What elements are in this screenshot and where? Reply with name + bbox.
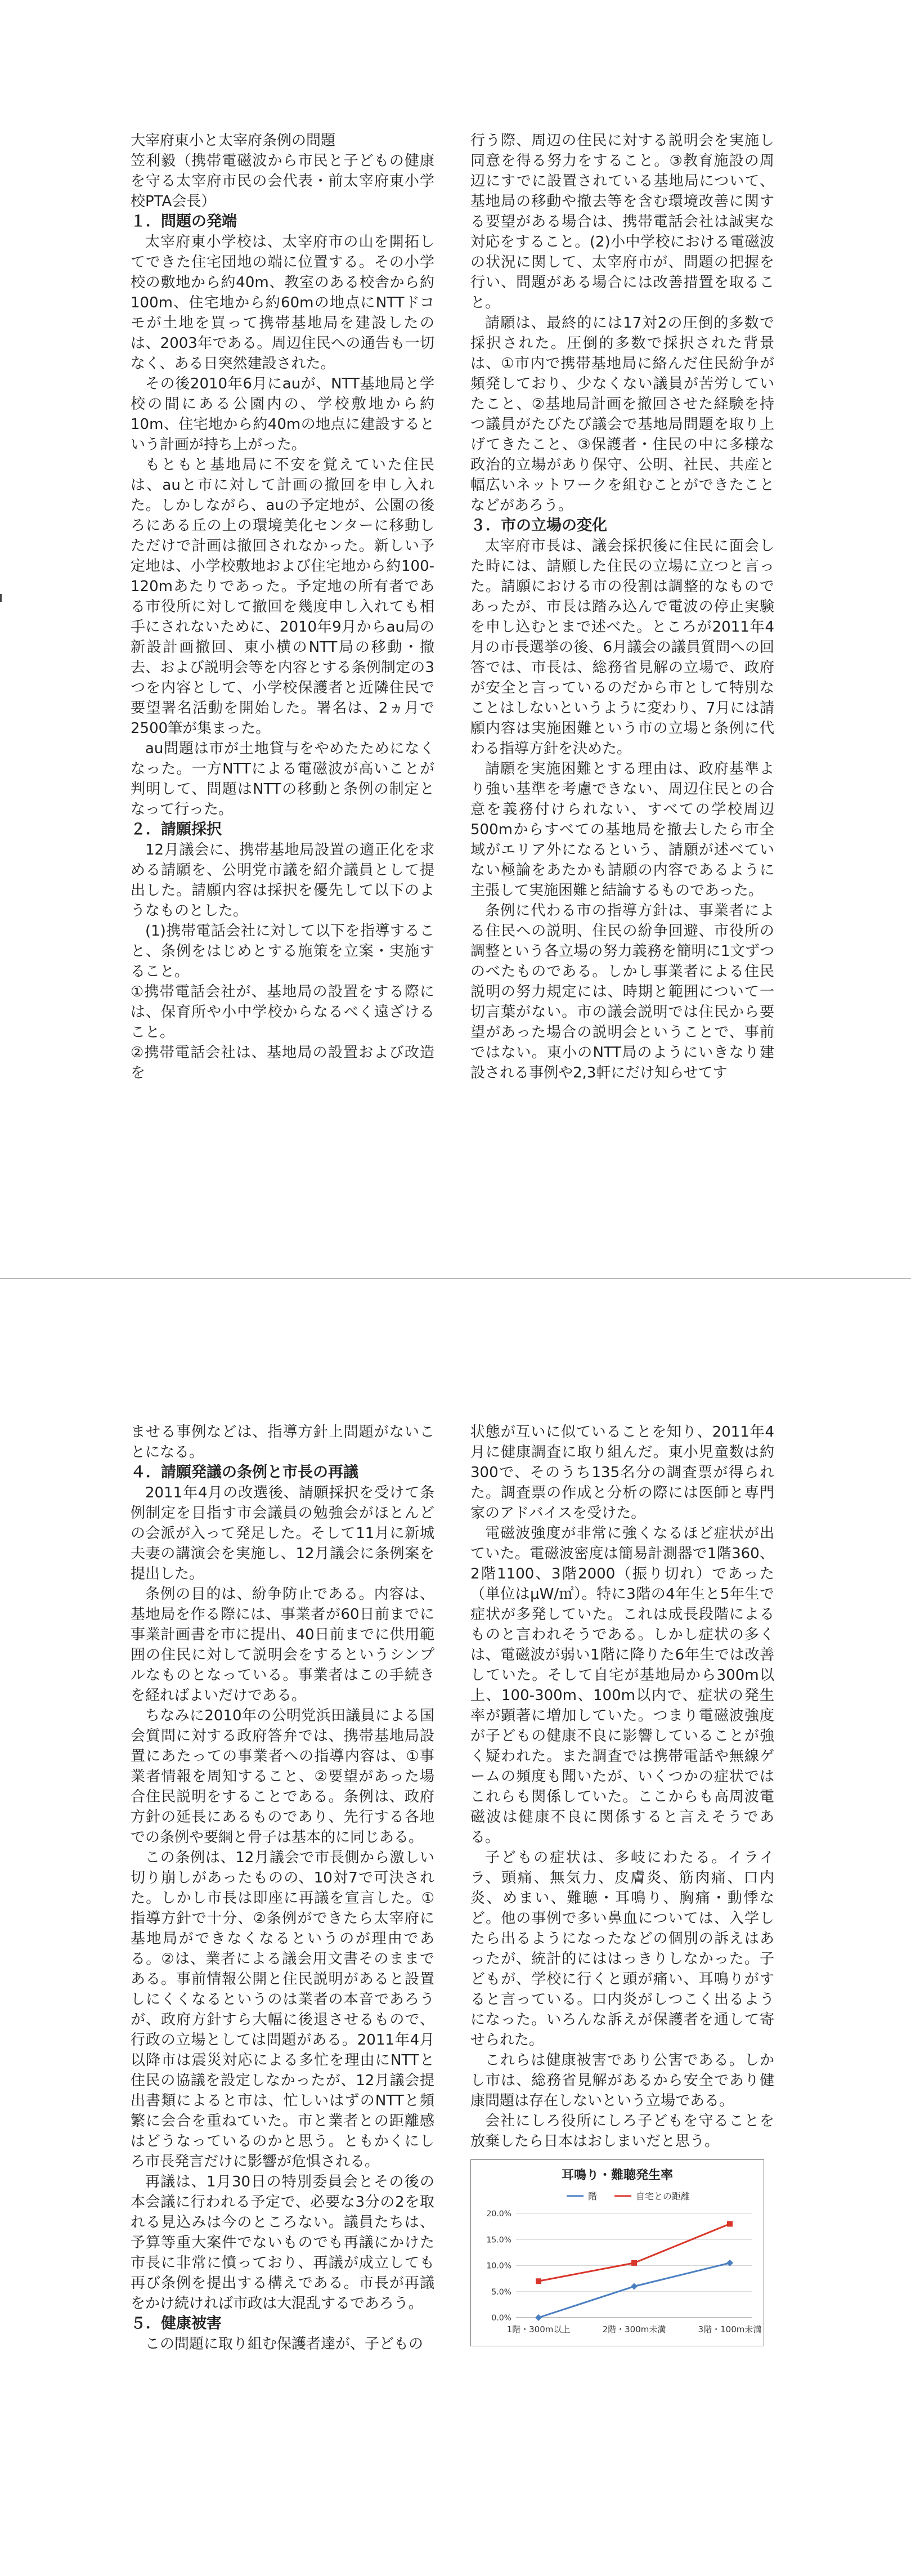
- paragraph: 再議は、1月30日の特別委員会とその後の本会議に行われる予定で、必要な3分の2を取れる見込みは今のところない。議員たちは、予算等重大案件でないものでも再議にかけた市長に非常に憤っており、再議が成立しても再び条例を提出する構えである。市長が再議をかけ続ければ市政は大混乱するであろう。: [131, 2174, 434, 2312]
- paragraph: 請願を実施困難とする理由は、政府基準より強い基準を考慮できない、周辺住民との合意を義務付けられない、すべての学校周辺500mからすべての基地局を撤去したら市全域がエリア外になるという、請願が述べていない極論をあたかも請願の内容であるように主張して実施困難と結論するものであった。: [470, 761, 774, 899]
- paragraph: 請願は、最終的には17対2の圧倒的多数で採択された。圧倒的多数で採択された背景は、①市内で携帯基地局に絡んだ住民紛争が頻発しており、少なくない議員が苦労していたこと、②基地局計画を撤回させた経験を持つ議員がたびたび議会で基地局問題を取り上げてきたこと、③保護者・住民の中に多様な政治的立場があり保守、公明、社民、共産と幅広いネットワークを組むことができたことなどがあろう。: [470, 315, 774, 514]
- paragraph: 12月議会に、携帯基地局設置の適正化を求める請願を、公明党市議を紹介議員として提出した。請願内容は採択を優先して以下のようなものとした。: [131, 842, 434, 919]
- chart-svg: [471, 2160, 764, 2346]
- document-title: 大宰府東小と太宰府条例の問題: [131, 132, 336, 149]
- data-point: [631, 2283, 638, 2290]
- page-separator: [0, 1278, 911, 1299]
- paragraph: 条例の目的は、紛争防止である。内容は、基地局を作る際には、事業者が60日前までに事業計画書を市に提出、40日前までに供用範囲の住民に対して説明会をするというシンプルなものとなっている。事業者はこの手続きを経ればよいだけである。: [131, 1586, 434, 1704]
- paragraph: (1)携帯電話会社に対して以下を指導すること、条例をはじめとする施策を立案・実施すること。: [131, 923, 434, 980]
- page-1: [0, 0, 911, 1278]
- paragraph: au問題は市が土地貸与をやめたためになくなった。一方NTTによる電磁波が高いことが判明して、問題はNTTの移動と条例の制定となって行った。: [131, 740, 434, 818]
- section-heading: １．問題の発端: [131, 213, 237, 230]
- data-point: [536, 2278, 541, 2284]
- section-heading: ４．請願発議の条例と市長の再議: [131, 1464, 358, 1481]
- page2-left-column: [131, 1298, 434, 2354]
- series-line-1: [538, 2263, 730, 2318]
- margin-mark: [0, 594, 2, 602]
- section-heading: ５．健康被害: [131, 2315, 222, 2332]
- chart-title: 耳鳴り・難聴発生率: [561, 2168, 674, 2183]
- data-point: [727, 2221, 733, 2227]
- x-tick-label: 3階・100m未満: [698, 2324, 762, 2334]
- paragraph: ①携帯電話会社が、基地局の設置をする際には、保育所や小中学校からなるべく遠ざけること。: [131, 983, 434, 1041]
- paragraph: ②携帯電話会社は、基地局の設置および改造を: [131, 1044, 434, 1081]
- author-byline: 笠利毅（携帯電磁波から市民と子どもの健康を守る太宰府市民の会代表・前太宰府東小学校PTA会長）: [131, 153, 434, 210]
- y-tick-label: 20.0%: [486, 2210, 511, 2219]
- paragraph: 太宰府東小学校は、太宰府市の山を開拓してできた住宅団地の端に位置する。その小学校の敷地から約40m、教室のある校舎から約100m、住宅地から約60mの地点にNTTドコモが土地を買って携帯基地局を建設したのは、2003年である。周辺住民への通告も一切なく、ある日突然建設された。: [131, 234, 434, 372]
- paragraph: ませる事例などは、指導方針上問題がないことになる。: [131, 1424, 434, 1461]
- paragraph: これらは健康被害であり公害である。しかし市は、総務省見解があるから安全であり健康問題は存在しないという立場である。: [470, 2052, 774, 2109]
- paragraph: もともと基地局に不安を覚えていた住民は、auと市に対して計画の撤回を申し入れた。しかしながら、auの予定地が、公園の後ろにある丘の上の環境美化センターに移動しただけで計画は撤回されなかった。新しい予定地は、小学校敷地および住宅地から約100-120mあたりであった。予定地の所有者である市役所に対して撤回を幾度申し入れても相手にされないために、2010年9月からau局の新設計画撤回、東小横のNTT局の移動・撤去、および説明会等を内容とする条例制定の3つを内容として、小学校保護者と近隣住民で要望署名活動を開始した。署名は、2ヵ月で2500筆が集まった。: [131, 457, 434, 737]
- paragraph: 2011年4月の改選後、請願採択を受けて条例制定を目指す市会議員の勉強会がほとんどの会派が入って発足した。そして11月に新城夫妻の講演会を実施し、12月議会に条例案を提出した。: [131, 1484, 434, 1582]
- paragraph: 子どもの症状は、多岐にわたる。イライラ、頭痛、無気力、皮膚炎、筋肉痛、口内炎、めまい、難聴・耳鳴り、胸痛・動悸など。他の事例で多い鼻血については、入学したら出るようになったなどの個別の訴えはあったが、統計的にははっきりしなかった。子どもが、学校に行くと頭が痛い、耳鳴りがすると言っている。口内炎がしつこく出るようになった。いろんな訴えが保護者を通して寄せられた。: [470, 1849, 774, 2049]
- paragraph: 太宰府市長は、議会採択後に住民に面会した時には、請願した住民の立場に立つと言った。請願における市の役割は調整的なものであったが、市長は踏み込んで電波の停止実験を申し込むとまで述べた。ところが2011年4月の市長選挙の後、6月議会の議員質問への回答では、市長は、総務省見解の立場で、政府が安全と言っているのだから市として特別なことはしないというように変わり、7月には請願内容は実施困難という市の立場と条例に代わる指導方針を決めた。: [470, 538, 774, 757]
- paragraph: その後2010年6月にauが、NTT基地局と学校の間にある公園内の、学校敷地から約10m、住宅地から約40mの地点に建設するという計画が持ち上がった。: [131, 375, 434, 453]
- page-2: [0, 1298, 911, 2576]
- y-tick-label: 10.0%: [486, 2261, 511, 2271]
- paragraph: 会社にしろ役所にしろ子どもを守ることを放棄したら日本はおしまいだと思う。: [470, 2113, 774, 2150]
- y-tick-label: 0.0%: [491, 2314, 511, 2323]
- page1-left-column: [131, 0, 434, 1083]
- page2-right-column: [470, 1298, 774, 2346]
- paragraph: この条例は、12月議会で市長側から激しい切り崩しがあったものの、10対7で可決された。しかし市長は即座に再議を宣言した。①指導方針で十分、②条例ができたら太宰府に基地局ができなくなるというのが理由である。②は、業者による議会用文書そのままである。事前情報公開と住民説明があると設置しにくくなるというのは業者の本音であろうが、政府方針すら大幅に後退させるもので、行政の立場としては問題がある。2011年4月以降市は震災対応による多忙を理由にNTTと住民の協議を設定しなかったが、12月議会提出書類によると市は、忙しいはずのNTTと頻繁に会合を重ねていた。市と業者との距離感はどうなっているのかと思う。ともかくにしろ市長発言だけに影響が危惧される。: [131, 1849, 434, 2170]
- paragraph: 行う際、周辺の住民に対する説明会を実施し同意を得る努力をすること。③教育施設の周辺にすでに設置されている基地局について、基地局の移動や撤去等を含む環境改善に関する要望がある場合は、携帯電話会社は誠実な対応をすること。(2)小中学校における電磁波の状況に関して、太宰府市が、問題の把握を行い、問題がある場合には改善措置を取ること。: [470, 132, 774, 311]
- y-tick-label: 5.0%: [491, 2287, 511, 2297]
- paragraph: 状態が互いに似ていることを知り、2011年4月に健康調査に取り組んだ。東小児童数は約300で、そのうち135名分の調査票が得られた。調査票の作成と分析の際には医師と専門家のアドバイスを受けた。: [470, 1424, 774, 1522]
- legend-label: 階: [588, 2191, 598, 2202]
- paragraph: 条例に代わる市の指導方針は、事業者による住民への説明、住民の紛争回避、市役所の調整という各立場の努力義務を簡明に1文ずつのべたものである。しかし事業者による住民説明の努力規定には、時期と範囲について一切言葉がない。市の議会説明では住民から要望があった場合の説明会ということで、事前ではない。東小のNTT局のようにいきなり建設される事例や2,3軒にだけ知らせてす: [470, 902, 774, 1081]
- legend-label: 自宅との距離: [636, 2191, 690, 2202]
- data-point: [631, 2260, 637, 2266]
- paragraph: この問題に取り組む保護者達が、子どもの: [145, 2336, 424, 2353]
- page1-right-column: [470, 0, 774, 1083]
- section-heading: ３．市の立場の変化: [470, 517, 607, 534]
- x-tick-label: 2階・300m未満: [602, 2324, 666, 2334]
- data-point: [535, 2314, 542, 2321]
- x-tick-label: 1階・300m以上: [506, 2324, 571, 2334]
- line-chart: [470, 2159, 764, 2346]
- series-line-2: [538, 2224, 730, 2282]
- section-heading: ２．請願採択: [131, 821, 222, 838]
- y-tick-label: 15.0%: [486, 2235, 511, 2245]
- paragraph: ちなみに2010年の公明党浜田議員による国会質問に対する政府答弁では、携帯基地局設置にあたっての事業者への指導内容は、①事業者情報を周知すること、②要望があった場合住民説明をすることである。条例は、政府方針の延長にあるものであり、先行する各地での条例や要綱と骨子は基本的に同じある。: [131, 1707, 434, 1846]
- paragraph: 電磁波強度が非常に強くなるほど症状が出ていた。電磁波密度は簡易計測器で1階360、2階1100、3階2000（振り切れ）であった（単位はμW/㎡）。特に3階の4年生と5年生で症状が多発していた。これは成長段階によるものと言われそうである。しかし症状の多くは、電磁波が弱い1階に降りた6年生では改善していた。そして自宅が基地局から300m以上、100-300m、100m以内で、症状の発生率が顕著に増加していた。つまり電磁波強度が子どもの健康不良に影響していることが強く疑われた。また調査では携帯電話や無線ゲームの頻度も聞いたが、いくつかの症状ではこれらも関係していた。ここからも高周波電磁波は健康不良に関係すると言えそうである。: [470, 1525, 774, 1846]
